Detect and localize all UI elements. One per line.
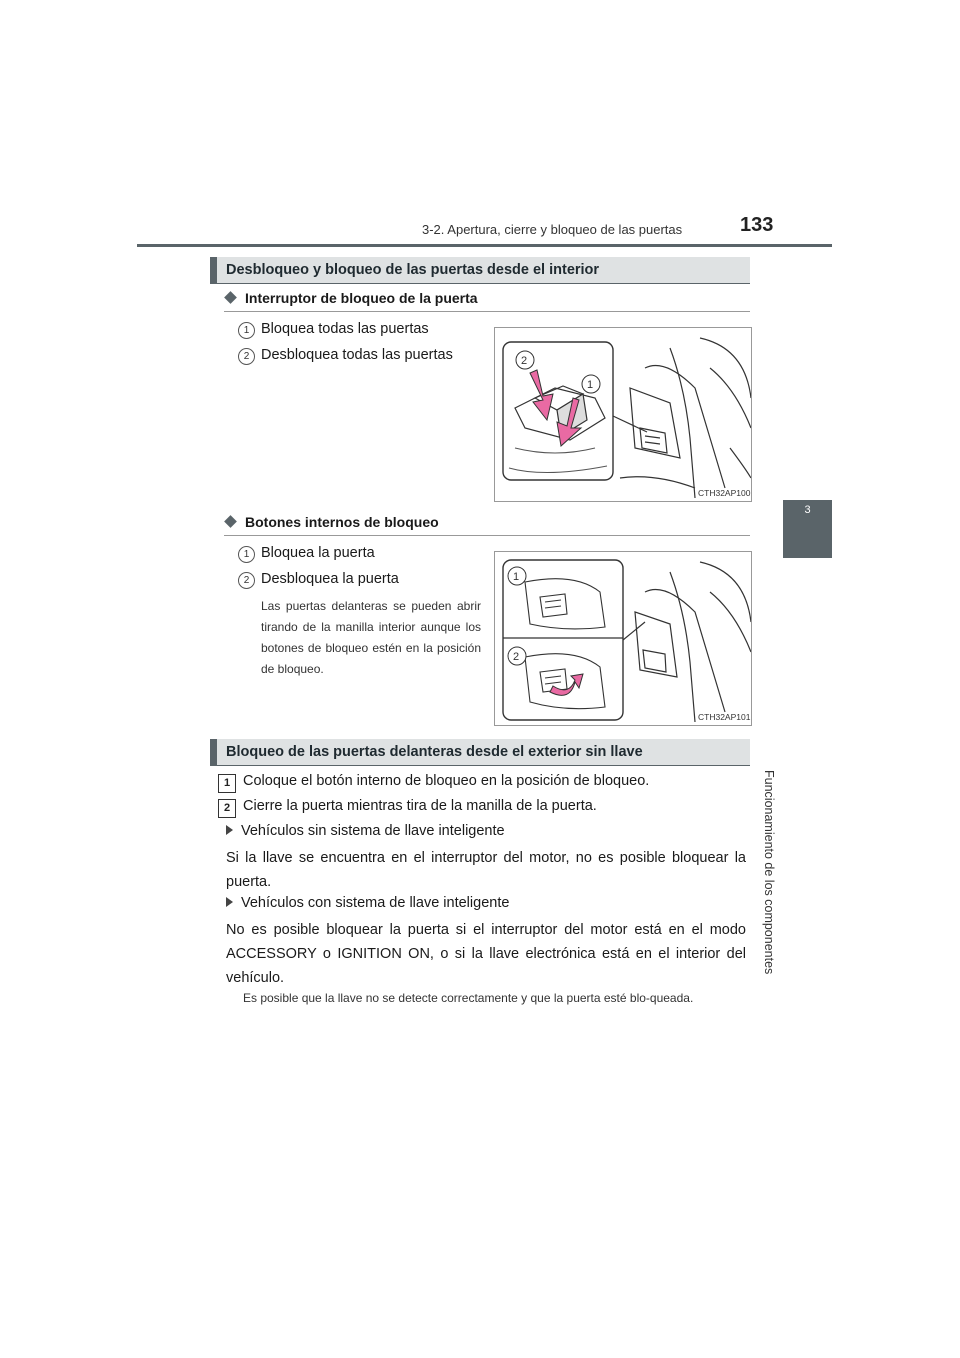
section-title: Bloqueo de las puertas delanteras desde el exterior sin llave [226,744,643,760]
section-rule [210,765,750,766]
list-item: Desbloquea la puerta [261,571,399,587]
subheading-lock-buttons [224,514,439,530]
case-label-text: Vehículos sin sistema de llave inteligente [241,823,505,839]
inside-lock-buttons-illustration [495,552,751,725]
subheading-text: Interruptor de bloqueo de la puerta [245,290,478,306]
case-text: Si la llave se encuentra en el interruptor del motor, no es posible bloquear la puerta. [226,850,746,890]
triangle-bullet-icon [226,825,233,835]
figure-callout: 2 [521,355,528,367]
section-rule [210,283,750,284]
callout-number: 1 [238,322,255,339]
chapter-number: 3 [804,504,811,516]
figure-code: CTH32AP100 [698,488,751,498]
subheading-text: Botones internos de bloqueo [245,514,439,530]
note-text: Las puertas delanteras se pueden abrir tirando de la manilla interior aunque los botones de bloqueo estén en la posición de bloqueo. [261,599,481,676]
page-number: 133 [740,214,774,236]
step-text: Cierre la puerta mientras tira de la manilla de la puerta. [243,798,597,814]
chapter-label: Funcionamiento de los componentes [762,770,776,975]
figure-callout: 1 [587,379,594,391]
running-header: 3-2. Apertura, cierre y bloqueo de las puertas [422,222,683,237]
subheading-rule [224,535,750,536]
callout-number: 2 [238,572,255,589]
section-heading-interior [210,257,750,283]
list-item: Desbloquea todas las puertas [261,347,453,363]
case-label [226,895,509,911]
figure-callout: 2 [513,651,520,663]
figure-door-lock-switch [494,327,752,502]
header-rule [137,244,832,247]
list-item: Bloquea la puerta [261,545,375,561]
figure-callout: 1 [513,571,520,583]
case-label [226,823,505,839]
step-number: 2 [218,799,236,818]
callout-number: 2 [238,348,255,365]
section-heading-exterior [210,739,750,765]
step-number: 1 [218,774,236,793]
figure-code: CTH32AP101 [698,712,751,722]
figure-inside-lock-buttons [494,551,752,726]
list-item: Bloquea todas las puertas [261,321,429,337]
section-title: Desbloqueo y bloqueo de las puertas desde el interior [226,262,600,278]
subheading-rule [224,311,750,312]
triangle-bullet-icon [226,897,233,907]
footnote: Es posible que la llave no se detecte correctamente y que la puerta esté blo-queada. [243,991,694,1005]
step-text: Coloque el botón interno de bloqueo en la posición de bloqueo. [243,773,650,789]
case-text: No es posible bloquear la puerta si el interruptor del motor está en el modo ACCESSORY o IGNITION ON, o si la llave electrónica está en el interior del vehículo. [226,922,746,986]
diamond-bullet-icon [224,291,237,304]
diamond-bullet-icon [224,515,237,528]
case-label-text: Vehículos con sistema de llave inteligente [241,895,510,911]
subheading-lock-switch [224,290,478,306]
callout-number: 1 [238,546,255,563]
door-lock-switch-illustration [495,328,751,501]
